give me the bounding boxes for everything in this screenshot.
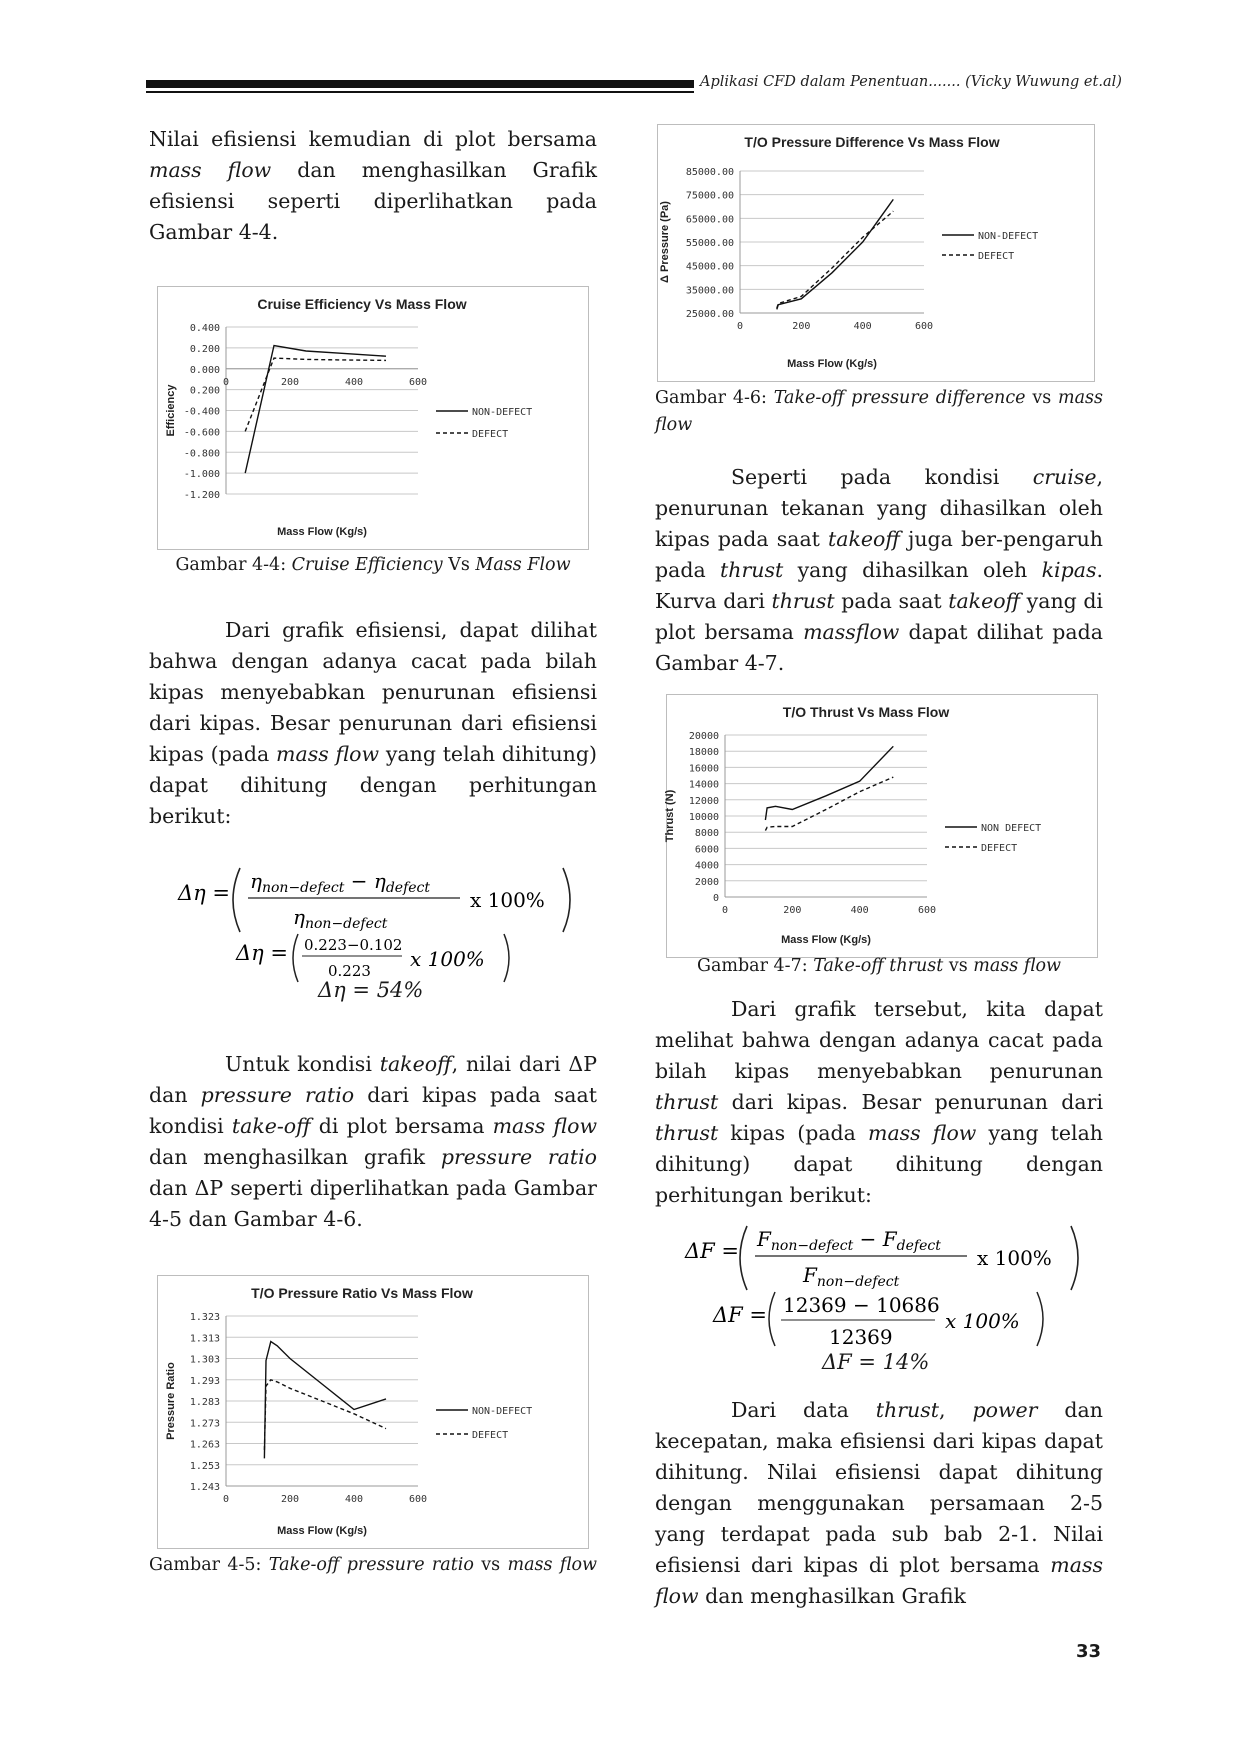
col1-paragraph-3: Untuk kondisi takeoff, nilai dari ΔP dan pressure ratio dari kipas pada saat kondisi take-off di plot bersama mass flow dan menghasilkan grafik pressure ratio dan ΔP seperti diperlihatkan pada Gambar 4-5 dan Gambar 4-6. (149, 1052, 598, 1231)
svg-text:0.223: 0.223 (328, 962, 371, 980)
y-tick-label: 35000.00 (685, 285, 734, 297)
x-tick-label: 600 (408, 1494, 428, 1505)
svg-text:Fnon−defect − Fdefect: $F_{non-defect} - F_{defect}$ (757, 1227, 941, 1254)
y-tick-label: 1.243 (189, 1482, 220, 1493)
chart-title: T/O Thrust Vs Mass Flow (782, 704, 950, 720)
header-rule-thin (146, 91, 694, 93)
y-tick-label: 0.000 (189, 364, 220, 376)
x-tick-label: 400 (850, 905, 869, 916)
x-axis-label: Mass Flow (Kg/s) (787, 358, 877, 370)
x-tick-label: 400 (853, 321, 872, 332)
x-tick-label: 0 (222, 1494, 230, 1505)
y-tick-label: 14000 (688, 779, 719, 791)
legend-label: DEFECT (472, 429, 509, 440)
legend-label: NON-DEFECT (472, 407, 533, 418)
y-axis-label: Pressure Ratio (165, 1362, 177, 1440)
y-tick-label: 1.323 (189, 1312, 220, 1323)
x-axis-label: Mass Flow (Kg/s) (277, 1525, 367, 1537)
equation-delta-f-values-svg (713, 1288, 1053, 1350)
caption-fig-4-4: Gambar 4-4: Cruise Efficiency Vs Mass Flow (175, 555, 571, 575)
chart-thrust (666, 694, 1098, 958)
svg-text:0.223−0.102: 0.223−0.102 (304, 936, 403, 954)
equation-delta-f-result: ΔF = 14% (822, 1350, 930, 1374)
x-axis-label: Mass Flow (Kg/s) (277, 526, 367, 538)
header-rule (146, 80, 694, 88)
series-line-defect (264, 1380, 386, 1450)
svg-text:x 100%: x 100% (977, 1246, 1052, 1270)
legend-label: NON DEFECT (981, 823, 1042, 834)
caption-fig-4-5: Gambar 4-5: Take-off pressure ratio vs mass flow (149, 1555, 598, 1575)
y-tick-label: 6000 (694, 844, 719, 856)
chart-cruise-efficiency (157, 286, 589, 550)
x-tick-label: 400 (344, 376, 364, 388)
page-number: 33 (1076, 1641, 1102, 1662)
col1-paragraph-2: Dari grafik efisiensi, dapat dilihat bahwa dengan adanya cacat pada bilah kipas menyebabkan penurunan efisiensi dari kipas. Besar penurunan dari efisiensi kipas (pada mass flow yang telah dihitung) dapat dihitung dengan perhitungan berikut: (149, 618, 597, 828)
y-axis-label: Efficiency (165, 384, 177, 437)
x-tick-label: 600 (408, 376, 428, 388)
series-line-non-defect (264, 1342, 386, 1459)
caption-fig-4-6: Gambar 4-6: Take-off pressure difference vs mass flow (655, 388, 1103, 435)
y-tick-label: 0.400 (189, 323, 220, 334)
y-tick-label: 2000 (694, 876, 719, 888)
col2-paragraph-3: Dari data thrust, power dan kecepatan, maka efisiensi dari kipas dapat dihitung. Nilai efisiensi dapat dihitung dengan menggunakan persamaan 2-5 yang terdapat pada sub bab 2-1. Nilai efisiensi dari kipas di plot bersama mass flow dan menghasilkan Grafik (655, 1398, 1103, 1608)
y-tick-label: 16000 (688, 763, 719, 775)
y-tick-label: 1.293 (189, 1375, 220, 1387)
col1-paragraph-1: Nilai efisiensi kemudian di plot bersama mass flow dan menghasilkan Grafik efisiensi seperti diperlihatkan pada Gambar 4-4. (149, 127, 597, 244)
chart-pressure-ratio-svg (158, 1276, 588, 1548)
y-tick-label: 1.303 (189, 1354, 220, 1366)
legend-label: DEFECT (472, 1430, 509, 1441)
svg-text:ΔF =: ΔF = (713, 1303, 768, 1327)
chart-thrust-svg (664, 695, 1097, 957)
y-tick-label: 75000.00 (685, 190, 734, 202)
y-tick-label: 10000 (688, 812, 719, 823)
y-tick-label: 65000.00 (685, 214, 734, 226)
y-tick-label: 0.200 (189, 343, 220, 355)
chart-cruise-efficiency-svg (158, 287, 588, 549)
svg-text:12369 − 10686: 12369 − 10686 (783, 1293, 940, 1317)
equation-delta-f-values (713, 1288, 1053, 1350)
x-tick-label: 0 (721, 905, 729, 916)
y-tick-label: 18000 (688, 747, 719, 759)
svg-text:Δη =: Δη = (236, 941, 289, 965)
x-tick-label: 200 (280, 376, 300, 388)
x-tick-label: 600 (914, 321, 934, 332)
x-tick-label: 400 (344, 1494, 364, 1505)
y-tick-label: 1.273 (189, 1418, 220, 1430)
y-tick-label: 20000 (688, 731, 719, 742)
series-line-defect (765, 777, 893, 831)
series-line-defect (777, 211, 894, 308)
y-axis-label: Δ Pressure (Pa) (659, 201, 671, 283)
x-tick-label: 200 (280, 1494, 300, 1505)
svg-text:ΔF =: ΔF = (685, 1239, 740, 1263)
svg-text:12369: 12369 (829, 1325, 893, 1349)
y-tick-label: 55000.00 (685, 238, 734, 249)
legend-label: DEFECT (981, 843, 1018, 854)
running-title: Aplikasi CFD dalam Penentuan....... (Vicky Wuwung et.al) (700, 74, 1122, 90)
caption-fig-4-7: Gambar 4-7: Take-off thrust vs mass flow (696, 956, 1062, 976)
y-tick-label: -0.600 (183, 427, 220, 439)
y-tick-label: -0.400 (183, 406, 220, 418)
legend-label: NON-DEFECT (472, 1406, 533, 1417)
svg-text:Fnon−defect: $F_{non-defect}$ (803, 1263, 900, 1290)
y-tick-label: 1.313 (189, 1333, 220, 1345)
x-tick-label: 200 (783, 905, 802, 916)
y-tick-label: 1.283 (189, 1397, 220, 1408)
y-axis-label: Thrust (N) (664, 789, 676, 843)
y-tick-label: 12000 (688, 795, 719, 807)
y-tick-label: -1.000 (183, 469, 220, 481)
chart-title: T/O Pressure Ratio Vs Mass Flow (251, 1285, 473, 1301)
series-line-non-defect (777, 199, 894, 309)
y-tick-label: 1.253 (189, 1460, 220, 1472)
legend-label: DEFECT (978, 251, 1015, 262)
equation-delta-eta-result: Δη = 54% (318, 978, 424, 1002)
x-tick-label: 0 (736, 321, 744, 332)
y-tick-label: 0 (712, 893, 719, 904)
y-tick-label: 45000.00 (685, 261, 734, 273)
chart-pressure-difference (657, 124, 1095, 382)
chart-pressure-difference-svg (658, 125, 1094, 381)
svg-text:x 100%: x 100% (945, 1309, 1020, 1333)
svg-text:x 100%: x 100% (410, 947, 485, 971)
y-tick-label: 1.263 (189, 1439, 220, 1451)
svg-text:ηnon−defect: $\eta_{non-defect}$ (293, 905, 388, 932)
y-tick-label: -1.200 (183, 490, 220, 501)
col2-paragraph-2: Dari grafik tersebut, kita dapat melihat bahwa dengan adanya cacat pada bilah kipas menyebabkan penurunan thrust dari kipas. Besar penurunan dari thrust kipas (pada mass flow yang telah dihitung) dapat dihitung dengan perhitungan berikut: (655, 997, 1104, 1207)
series-line-non-defect (245, 346, 386, 474)
eq-lhs: Δη = (178, 881, 231, 905)
y-tick-label: 0.200 (189, 385, 220, 397)
y-tick-label: -0.800 (183, 448, 220, 460)
svg-text:ηnon−defect − ηdefect: $\eta_{non-defect} - \eta_{defect}$ (250, 869, 431, 896)
x-tick-label: 600 (917, 905, 937, 916)
y-tick-label: 8000 (694, 828, 719, 840)
y-tick-label: 85000.00 (685, 167, 734, 178)
chart-title: T/O Pressure Difference Vs Mass Flow (744, 134, 1000, 150)
x-axis-label: Mass Flow (Kg/s) (781, 934, 871, 946)
chart-pressure-ratio (157, 1275, 589, 1549)
svg-text:x 100%: x 100% (470, 888, 545, 912)
legend-label: NON-DEFECT (978, 231, 1039, 242)
col2-paragraph-1: Seperti pada kondisi cruise, penurunan tekanan yang dihasilkan oleh kipas pada saat takeoff juga ber-pengaruh pada thrust yang dihasilkan oleh kipas. Kurva dari thrust pada saat takeoff yang di plot bersama massflow dapat dilihat pada Gambar 4-7. (655, 465, 1103, 675)
y-tick-label: 25000.00 (685, 309, 734, 320)
y-tick-label: 4000 (694, 860, 719, 872)
chart-title: Cruise Efficiency Vs Mass Flow (257, 296, 467, 312)
x-tick-label: 200 (792, 321, 811, 332)
x-tick-label: 0 (222, 376, 230, 388)
